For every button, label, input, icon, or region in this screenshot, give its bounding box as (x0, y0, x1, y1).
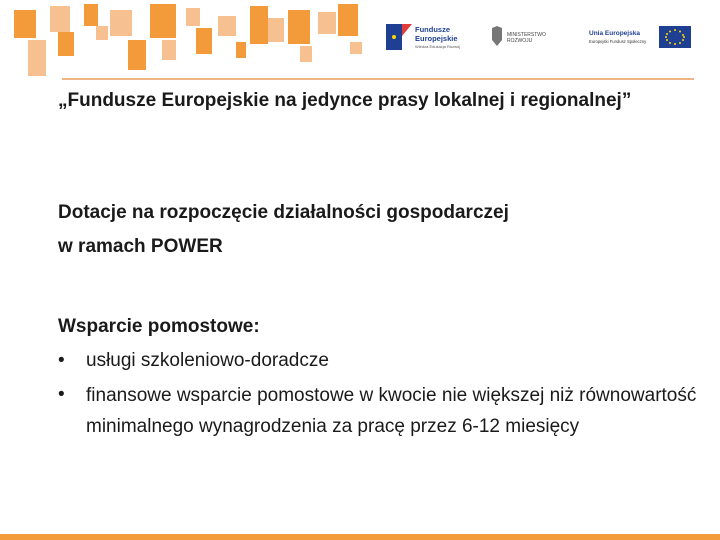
dotacje-line2: w ramach POWER (58, 236, 223, 257)
fe-logo-line1: Fundusze (415, 25, 450, 34)
fe-logo-line2: Europejskie (415, 34, 458, 43)
bullet-icon: • (58, 384, 65, 405)
dotacje-section (58, 196, 698, 264)
header-divider (62, 78, 694, 80)
fundusze-europejskie-logo (386, 24, 460, 50)
logos-bar (384, 20, 704, 58)
slide-title: „Fundusze Europejskie na jedynce prasy lokalnej i regionalnej” (58, 90, 632, 111)
ministry-logo (492, 26, 546, 46)
fe-logo-sub: Wiedza Edukacja Rozwój (415, 44, 461, 49)
bullet-icon: • (58, 350, 65, 371)
bullet-text-2: finansowe wsparcie pomostowe w kwocie nie większej niż równowartość minimalnego wynagrodzenia za pracę przez 6-12 miesięcy (86, 385, 697, 437)
ministry-line1: MINISTERSTWO (507, 32, 546, 38)
wsparcie-list (58, 344, 698, 442)
eu-logo (589, 26, 691, 48)
dotacje-line1: Dotacje na rozpoczęcie działalności gospodarczej (58, 202, 509, 223)
logos-graphic (384, 20, 704, 58)
ministry-line2: ROZWOJU (507, 38, 533, 44)
eu-line1: Unia Europejska (589, 30, 640, 37)
wsparcie-section (58, 310, 698, 442)
eu-line2: Europejski Fundusz Społeczny (589, 39, 647, 44)
list-item (58, 344, 698, 378)
list-item (58, 378, 698, 442)
wsparcie-heading: Wsparcie pomostowe: (58, 316, 260, 337)
bullet-text-1: usługi szkoleniowo-doradcze (86, 350, 329, 371)
bottom-accent-bar (0, 534, 720, 540)
decorative-squares (0, 0, 370, 86)
